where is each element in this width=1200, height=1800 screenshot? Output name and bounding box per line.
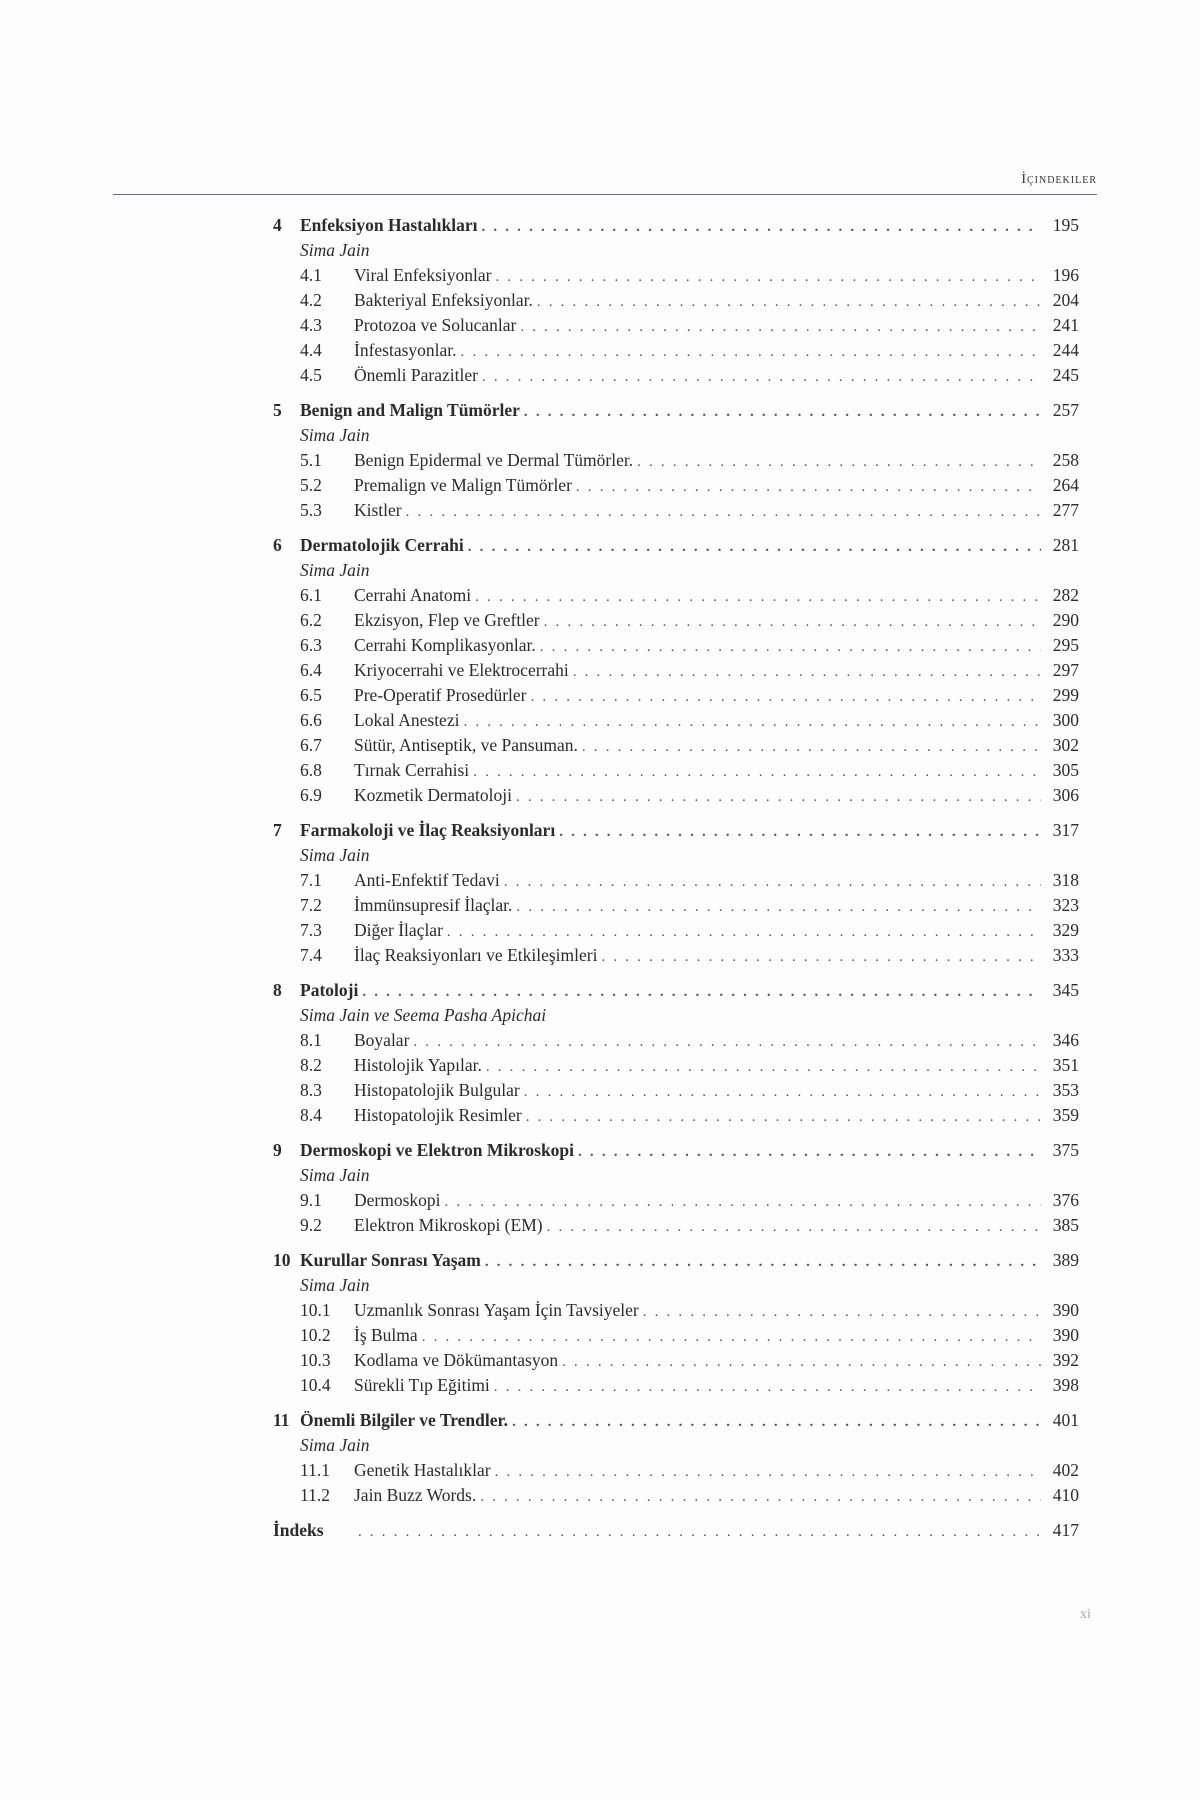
section-page-number: 264	[1052, 475, 1079, 495]
section-title: Dermoskopi	[354, 1190, 441, 1210]
dot-leader	[601, 945, 1041, 970]
dot-leader	[576, 475, 1041, 500]
chapter-page-number: 375	[1052, 1140, 1079, 1160]
section-title: Anti-Enfektif Tedavi	[354, 870, 500, 890]
section-title: Sütür, Antiseptik, ve Pansuman.	[354, 735, 578, 755]
section-number: 6.6	[300, 710, 322, 730]
section-title: Histopatolojik Resimler	[354, 1105, 522, 1125]
section-number: 7.3	[300, 920, 322, 940]
dot-leader	[494, 1375, 1041, 1400]
chapter-author: Sima Jain	[300, 1165, 370, 1185]
section-page-number: 318	[1052, 870, 1079, 890]
dot-leader	[480, 1485, 1041, 1510]
section-entry[interactable]	[273, 1078, 1079, 1103]
chapter-number: 9	[273, 1140, 282, 1160]
dot-leader	[562, 1350, 1041, 1375]
dot-leader	[559, 820, 1041, 845]
dot-leader	[468, 535, 1041, 560]
section-entry[interactable]	[273, 1483, 1079, 1508]
section-entry[interactable]	[273, 683, 1079, 708]
dot-leader	[406, 500, 1041, 525]
section-title: Ekzisyon, Flep ve Greftler	[354, 610, 540, 630]
dot-leader	[486, 1055, 1041, 1080]
section-number: 4.2	[300, 290, 322, 310]
section-number: 6.3	[300, 635, 322, 655]
chapter-number: 7	[273, 820, 282, 840]
section-title: Sürekli Tıp Eğitimi	[354, 1375, 490, 1395]
chapter-author: Sima Jain ve Seema Pasha Apichai	[300, 1005, 547, 1025]
section-title: Histopatolojik Bulgular	[354, 1080, 520, 1100]
section-number: 11.2	[300, 1485, 330, 1505]
section-title: Tırnak Cerrahisi	[354, 760, 470, 780]
chapter-entry[interactable]	[273, 398, 1079, 423]
dot-leader	[495, 265, 1041, 290]
section-number: 11.1	[300, 1460, 330, 1480]
section-title: Uzmanlık Sonrası Yaşam İçin Tavsiyeler	[354, 1300, 639, 1320]
section-number: 6.5	[300, 685, 322, 705]
section-title: Histolojik Yapılar.	[354, 1055, 482, 1075]
section-title: Benign Epidermal ve Dermal Tümörler.	[354, 450, 634, 470]
dot-leader	[520, 315, 1041, 340]
section-page-number: 390	[1052, 1300, 1079, 1320]
section-number: 7.2	[300, 895, 322, 915]
chapter-title: Önemli Bilgiler ve Trendler.	[300, 1410, 509, 1430]
chapter-number: 5	[273, 400, 282, 420]
running-head: İçindekiler	[1021, 172, 1097, 187]
dot-leader	[485, 1250, 1041, 1275]
dot-leader	[447, 920, 1041, 945]
section-entry[interactable]	[273, 1348, 1079, 1373]
section-page-number: 359	[1052, 1105, 1079, 1125]
section-number: 5.1	[300, 450, 322, 470]
section-entry[interactable]	[273, 868, 1079, 893]
section-entry[interactable]	[273, 783, 1079, 808]
section-entry[interactable]	[273, 363, 1079, 388]
section-page-number: 398	[1052, 1375, 1079, 1395]
section-title: Genetik Hastalıklar	[354, 1460, 491, 1480]
chapter-author: Sima Jain	[300, 425, 370, 445]
section-page-number: 323	[1052, 895, 1079, 915]
section-entry[interactable]	[273, 708, 1079, 733]
chapter-block	[273, 1248, 1079, 1398]
chapter-page-number: 317	[1052, 820, 1079, 840]
section-entry[interactable]	[273, 498, 1079, 523]
section-page-number: 306	[1052, 785, 1079, 805]
section-entry[interactable]	[273, 1298, 1079, 1323]
section-title: Bakteriyal Enfeksiyonlar.	[354, 290, 533, 310]
section-entry[interactable]	[273, 1213, 1079, 1238]
section-entry[interactable]	[273, 473, 1079, 498]
section-number: 5.3	[300, 500, 322, 520]
section-number: 4.4	[300, 340, 322, 360]
section-entry[interactable]	[273, 608, 1079, 633]
chapter-page-number: 345	[1052, 980, 1079, 1000]
dot-leader	[362, 980, 1041, 1005]
chapter-entry[interactable]	[273, 533, 1079, 558]
index-title: İndeks	[273, 1520, 324, 1540]
dot-leader	[573, 660, 1041, 685]
chapter-page-number: 257	[1052, 400, 1079, 420]
dot-leader	[422, 1325, 1041, 1350]
chapter-entry[interactable]	[273, 1138, 1079, 1163]
section-page-number: 351	[1052, 1055, 1079, 1075]
section-number: 4.3	[300, 315, 322, 335]
chapter-entry[interactable]	[273, 213, 1079, 238]
section-page-number: 305	[1052, 760, 1079, 780]
section-page-number: 277	[1052, 500, 1079, 520]
dot-leader	[537, 290, 1041, 315]
section-number: 6.4	[300, 660, 322, 680]
section-title: Boyalar	[354, 1030, 410, 1050]
section-entry[interactable]	[273, 1028, 1079, 1053]
dot-leader	[512, 1410, 1041, 1435]
section-entry[interactable]	[273, 338, 1079, 363]
chapter-entry[interactable]	[273, 818, 1079, 843]
dot-leader	[531, 685, 1041, 710]
section-page-number: 392	[1052, 1350, 1079, 1370]
dot-leader	[643, 1300, 1041, 1325]
section-entry[interactable]	[273, 918, 1079, 943]
section-page-number: 390	[1052, 1325, 1079, 1345]
section-number: 6.1	[300, 585, 322, 605]
section-page-number: 245	[1052, 365, 1079, 385]
section-entry[interactable]	[273, 1323, 1079, 1348]
section-entry[interactable]	[273, 583, 1079, 608]
chapter-author: Sima Jain	[300, 560, 370, 580]
chapter-author: Sima Jain	[300, 1435, 370, 1455]
section-number: 10.2	[300, 1325, 331, 1345]
chapter-page-number: 401	[1052, 1410, 1079, 1430]
section-title: İnfestasyonlar.	[354, 340, 457, 360]
dot-leader	[524, 400, 1041, 425]
section-entry[interactable]	[273, 943, 1079, 968]
section-number: 4.5	[300, 365, 322, 385]
section-page-number: 353	[1052, 1080, 1079, 1100]
section-entry[interactable]	[273, 733, 1079, 758]
section-page-number: 410	[1052, 1485, 1079, 1505]
chapter-entry[interactable]	[273, 1248, 1079, 1273]
chapter-block	[273, 1408, 1079, 1508]
section-page-number: 402	[1052, 1460, 1079, 1480]
dot-leader	[526, 1105, 1041, 1130]
section-page-number: 385	[1052, 1215, 1079, 1235]
section-page-number: 376	[1052, 1190, 1079, 1210]
section-number: 6.2	[300, 610, 322, 630]
chapter-number: 4	[273, 215, 282, 235]
dot-leader	[358, 1520, 1041, 1545]
chapter-entry[interactable]	[273, 978, 1079, 1003]
chapter-title: Dermoskopi ve Elektron Mikroskopi	[300, 1140, 575, 1160]
chapter-entry[interactable]	[273, 1408, 1079, 1433]
section-number: 5.2	[300, 475, 322, 495]
section-number: 10.4	[300, 1375, 331, 1395]
chapter-author: Sima Jain	[300, 240, 370, 260]
section-title: Kistler	[354, 500, 402, 520]
section-title: Jain Buzz Words.	[354, 1485, 477, 1505]
section-entry[interactable]	[273, 288, 1079, 313]
chapter-title: Farmakoloji ve İlaç Reaksiyonları	[300, 820, 556, 840]
dot-leader	[582, 735, 1041, 760]
section-title: Premalign ve Malign Tümörler	[354, 475, 572, 495]
section-title: İmmünsupresif İlaçlar.	[354, 895, 513, 915]
section-number: 6.9	[300, 785, 322, 805]
dot-leader	[481, 215, 1041, 240]
section-title: Diğer İlaçlar	[354, 920, 443, 940]
section-entry[interactable]	[273, 1103, 1079, 1128]
chapter-block	[273, 213, 1079, 388]
chapter-block	[273, 818, 1079, 968]
dot-leader	[504, 870, 1041, 895]
chapter-page-number: 195	[1052, 215, 1079, 235]
section-number: 8.3	[300, 1080, 322, 1100]
section-page-number: 244	[1052, 340, 1079, 360]
section-entry[interactable]	[273, 263, 1079, 288]
dot-leader	[516, 785, 1041, 810]
dot-leader	[495, 1460, 1041, 1485]
dot-leader	[637, 450, 1041, 475]
section-number: 6.7	[300, 735, 322, 755]
section-entry[interactable]	[273, 758, 1079, 783]
section-number: 8.4	[300, 1105, 322, 1125]
dot-leader	[544, 610, 1041, 635]
section-number: 8.2	[300, 1055, 322, 1075]
section-entry[interactable]	[273, 633, 1079, 658]
section-title: Lokal Anestezi	[354, 710, 460, 730]
dot-leader	[482, 365, 1041, 390]
dot-leader	[463, 710, 1041, 735]
section-entry[interactable]	[273, 313, 1079, 338]
section-entry[interactable]	[273, 1458, 1079, 1483]
chapter-block	[273, 398, 1079, 523]
section-number: 9.1	[300, 1190, 322, 1210]
chapter-page-number: 281	[1052, 535, 1079, 555]
dot-leader	[413, 1030, 1041, 1055]
chapter-title: Enfeksiyon Hastalıkları	[300, 215, 478, 235]
chapter-title: Benign and Malign Tümörler	[300, 400, 520, 420]
dot-leader	[547, 1215, 1041, 1240]
chapter-block	[273, 1138, 1079, 1238]
section-page-number: 333	[1052, 945, 1079, 965]
header-rule	[113, 194, 1097, 195]
chapter-block	[273, 533, 1079, 808]
section-number: 9.2	[300, 1215, 322, 1235]
dot-leader	[445, 1190, 1041, 1215]
section-page-number: 290	[1052, 610, 1079, 630]
chapter-number: 6	[273, 535, 282, 555]
section-page-number: 302	[1052, 735, 1079, 755]
table-of-contents	[273, 213, 1079, 1543]
section-entry[interactable]	[273, 1053, 1079, 1078]
section-page-number: 346	[1052, 1030, 1079, 1050]
section-title: Pre-Operatif Prosedürler	[354, 685, 527, 705]
dot-leader	[578, 1140, 1041, 1165]
section-title: Cerrahi Anatomi	[354, 585, 472, 605]
section-title: Kriyocerrahi ve Elektrocerrahi	[354, 660, 569, 680]
dot-leader	[516, 895, 1041, 920]
section-page-number: 299	[1052, 685, 1079, 705]
chapter-number: 10	[273, 1250, 291, 1270]
section-number: 10.3	[300, 1350, 331, 1370]
section-title: İş Bulma	[354, 1325, 418, 1345]
section-title: Elektron Mikroskopi (EM)	[354, 1215, 543, 1235]
section-title: Cerrahi Komplikasyonlar.	[354, 635, 536, 655]
section-number: 6.8	[300, 760, 322, 780]
section-entry[interactable]	[273, 893, 1079, 918]
chapter-block	[273, 978, 1079, 1128]
chapter-author: Sima Jain	[300, 845, 370, 865]
chapter-number: 8	[273, 980, 282, 1000]
dot-leader	[461, 340, 1041, 365]
chapter-author: Sima Jain	[300, 1275, 370, 1295]
dot-leader	[475, 585, 1041, 610]
section-entry[interactable]	[273, 1188, 1079, 1213]
section-title: Viral Enfeksiyonlar	[354, 265, 492, 285]
section-title: Protozoa ve Solucanlar	[354, 315, 517, 335]
section-number: 4.1	[300, 265, 322, 285]
section-number: 10.1	[300, 1300, 331, 1320]
section-page-number: 295	[1052, 635, 1079, 655]
chapter-title: Patoloji	[300, 980, 359, 1000]
section-title: İlaç Reaksiyonları ve Etkileşimleri	[354, 945, 598, 965]
section-page-number: 241	[1052, 315, 1079, 335]
section-number: 8.1	[300, 1030, 322, 1050]
section-entry[interactable]	[273, 658, 1079, 683]
section-entry[interactable]	[273, 448, 1079, 473]
section-page-number: 329	[1052, 920, 1079, 940]
section-page-number: 282	[1052, 585, 1079, 605]
section-page-number: 204	[1052, 290, 1079, 310]
section-title: Kodlama ve Dökümantasyon	[354, 1350, 559, 1370]
dot-leader	[524, 1080, 1041, 1105]
chapter-page-number: 389	[1052, 1250, 1079, 1270]
section-page-number: 258	[1052, 450, 1079, 470]
section-page-number: 297	[1052, 660, 1079, 680]
section-entry[interactable]	[273, 1373, 1079, 1398]
dot-leader	[473, 760, 1041, 785]
section-page-number: 196	[1052, 265, 1079, 285]
section-number: 7.4	[300, 945, 322, 965]
index-entry[interactable]	[273, 1518, 1079, 1543]
index-page-number: 417	[1052, 1520, 1079, 1540]
dot-leader	[540, 635, 1041, 660]
chapter-number: 11	[273, 1410, 290, 1430]
chapter-title: Kurullar Sonrası Yaşam	[300, 1250, 481, 1270]
chapter-title: Dermatolojik Cerrahi	[300, 535, 464, 555]
section-number: 7.1	[300, 870, 322, 890]
section-title: Önemli Parazitler	[354, 365, 478, 385]
section-title: Kozmetik Dermatoloji	[354, 785, 512, 805]
section-page-number: 300	[1052, 710, 1079, 730]
page-folio: xi	[1080, 1607, 1091, 1622]
